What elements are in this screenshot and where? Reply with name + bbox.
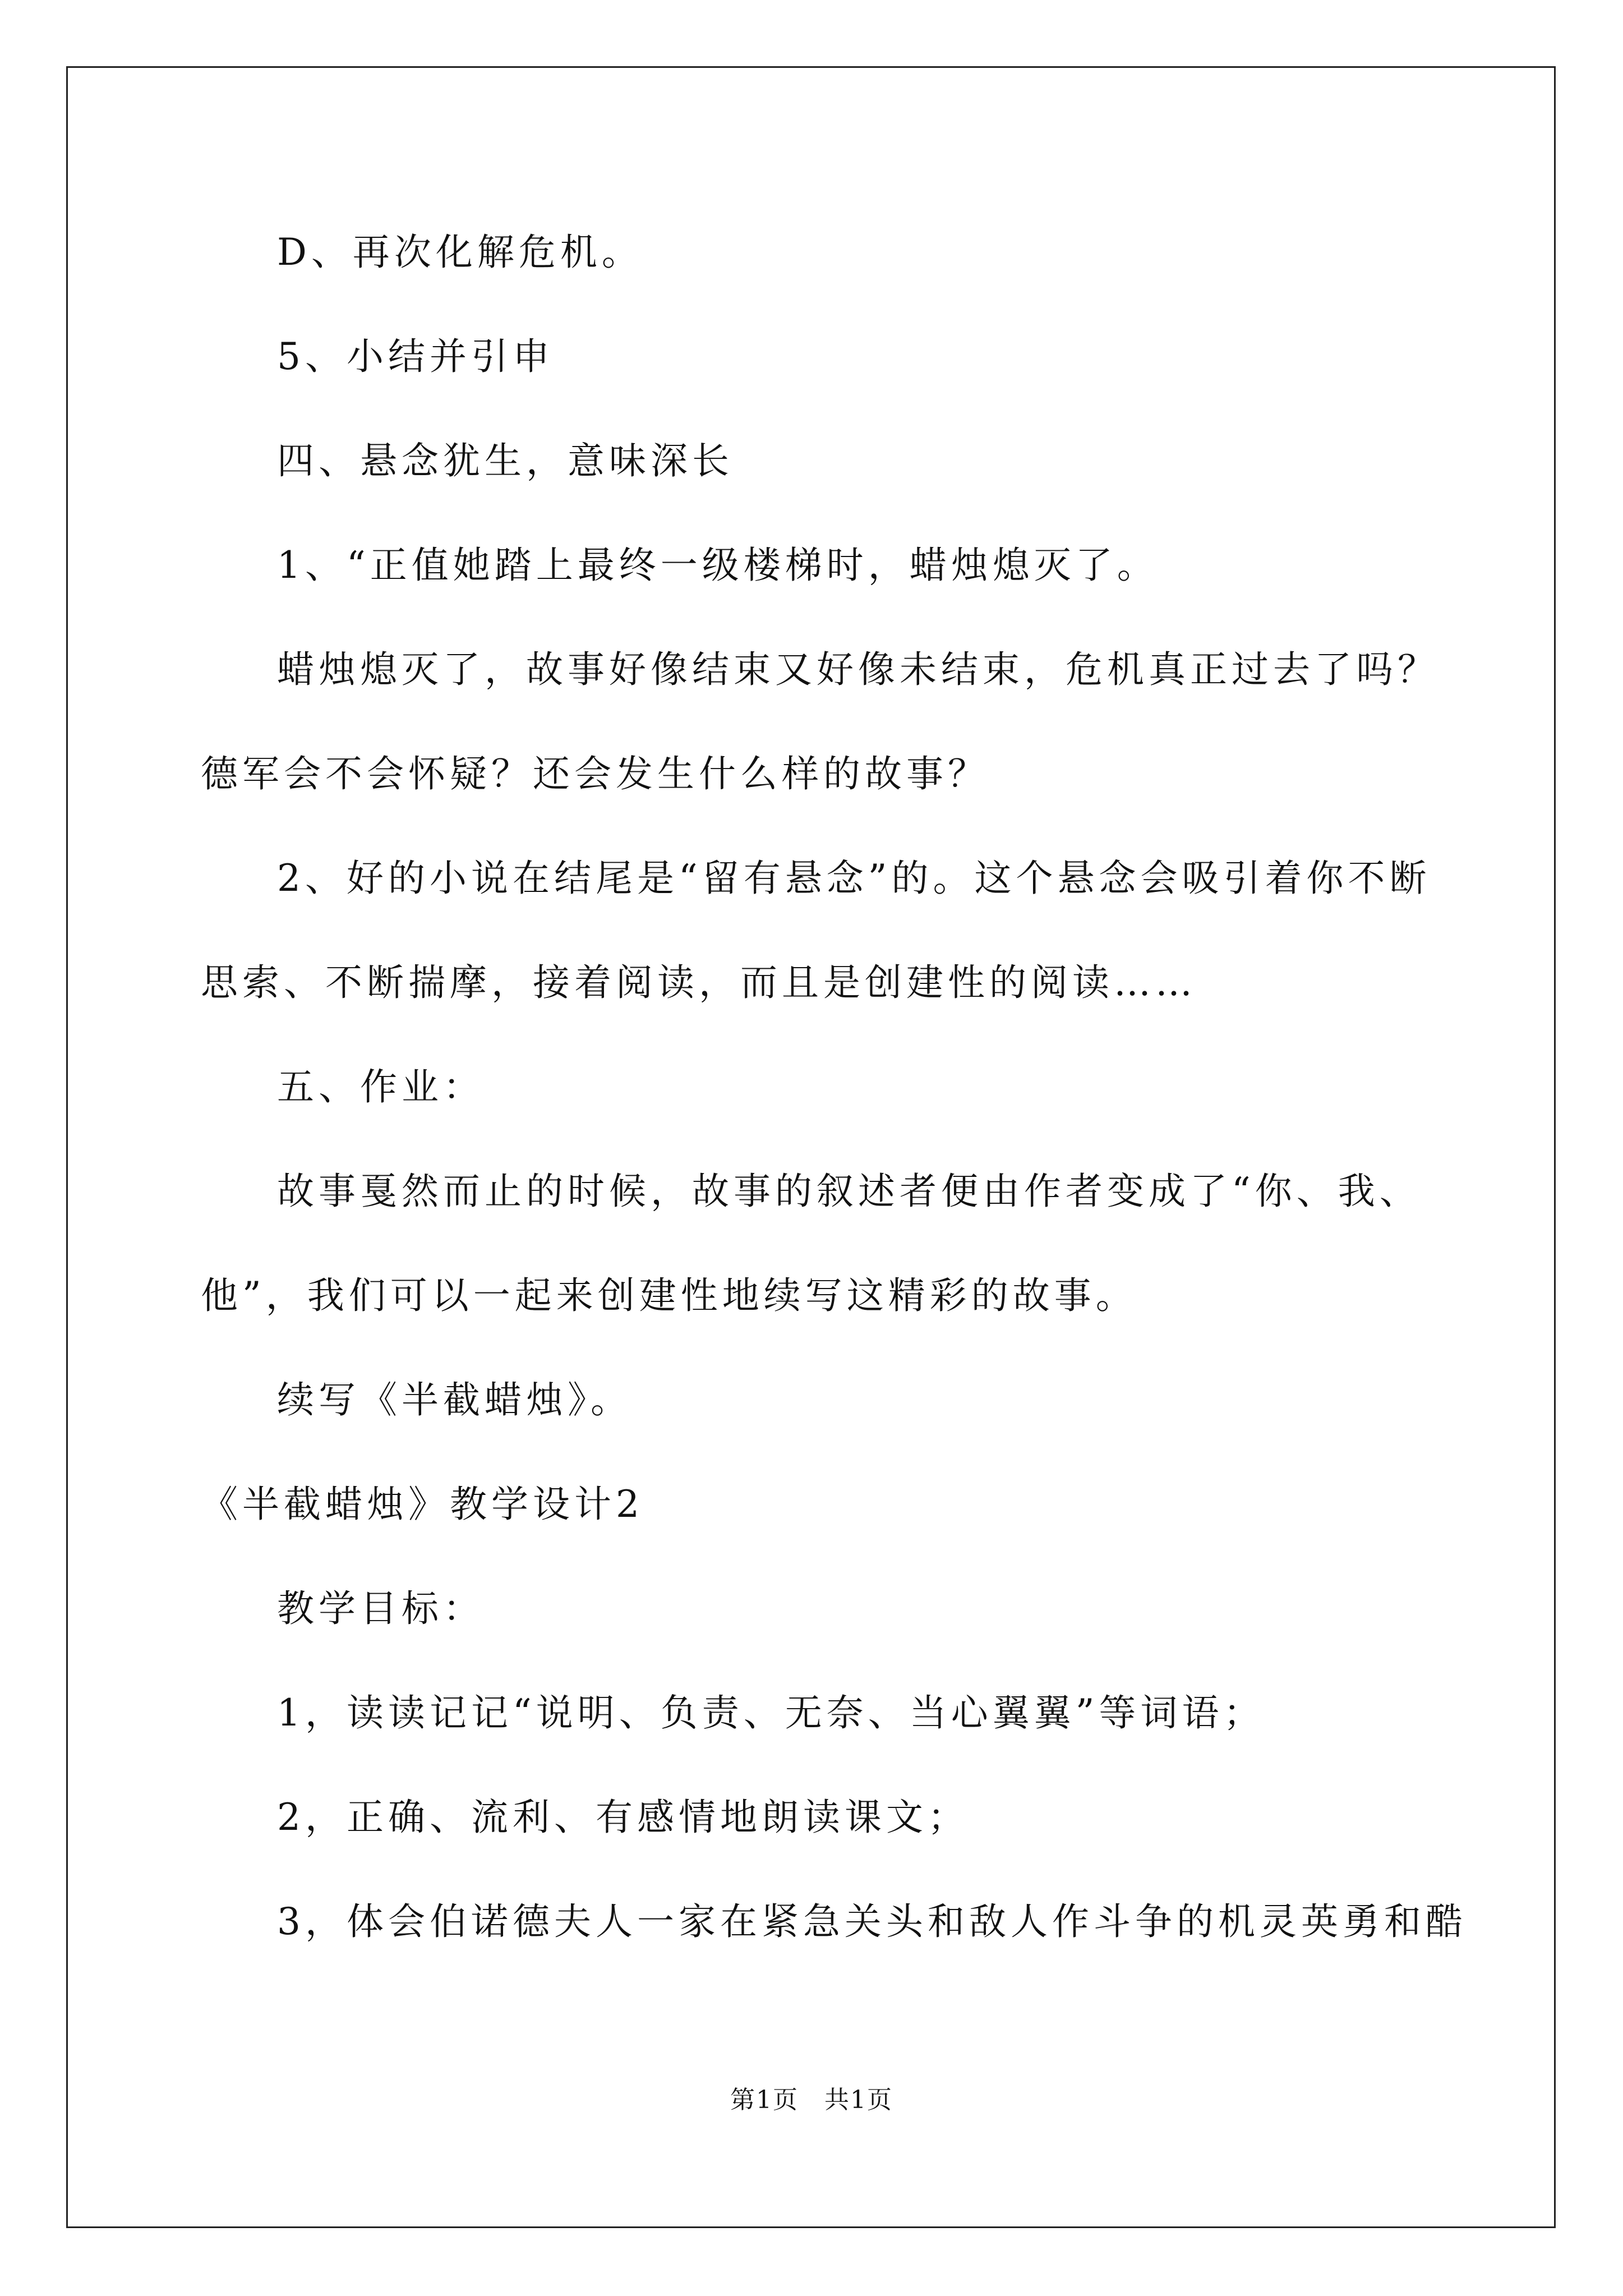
text-line: 1、“正值她踏上最终一级楼梯时，蜡烛熄灭了。	[277, 544, 1159, 587]
section-heading: 教学目标：	[277, 1587, 485, 1630]
text-line: 5、小结并引申	[277, 335, 554, 378]
text-line: 蜡烛熄灭了，故事好像结束又好像未结束，危机真正过去了吗？	[277, 648, 1439, 691]
section-heading: 五、作业：	[277, 1065, 485, 1108]
document-title: 《半截蜡烛》教学设计2	[201, 1483, 644, 1526]
text-line: 他”，我们可以一起来创建性地续写这精彩的故事。	[201, 1274, 1137, 1317]
section-heading: 四、悬念犹生，意味深长	[277, 439, 734, 482]
text-line: 续写《半截蜡烛》。	[277, 1378, 632, 1421]
text-line: 故事戛然而止的时候，故事的叙述者便由作者变成了“你、我、	[277, 1170, 1421, 1213]
text-line: 3，体会伯诺德夫人一家在紧急关头和敌人作斗争的机灵英勇和酷	[277, 1900, 1467, 1943]
text-line: 思索、不断揣摩，接着阅读，而且是创建性的阅读……	[201, 961, 1197, 1004]
text-line: 德军会不会怀疑？还会发生什么样的故事？	[201, 752, 989, 795]
text-line: D、再次化解危机。	[277, 231, 643, 274]
text-line: 1，读读记记“说明、负责、无奈、当心翼翼”等词语；	[277, 1691, 1265, 1734]
text-line: 2、好的小说在结尾是“留有悬念”的。这个悬念会吸引着你不断	[277, 857, 1431, 900]
text-line: 2，正确、流利、有感情地朗读课文；	[277, 1796, 969, 1839]
page-number: 第1页 共1页	[730, 2086, 893, 2114]
